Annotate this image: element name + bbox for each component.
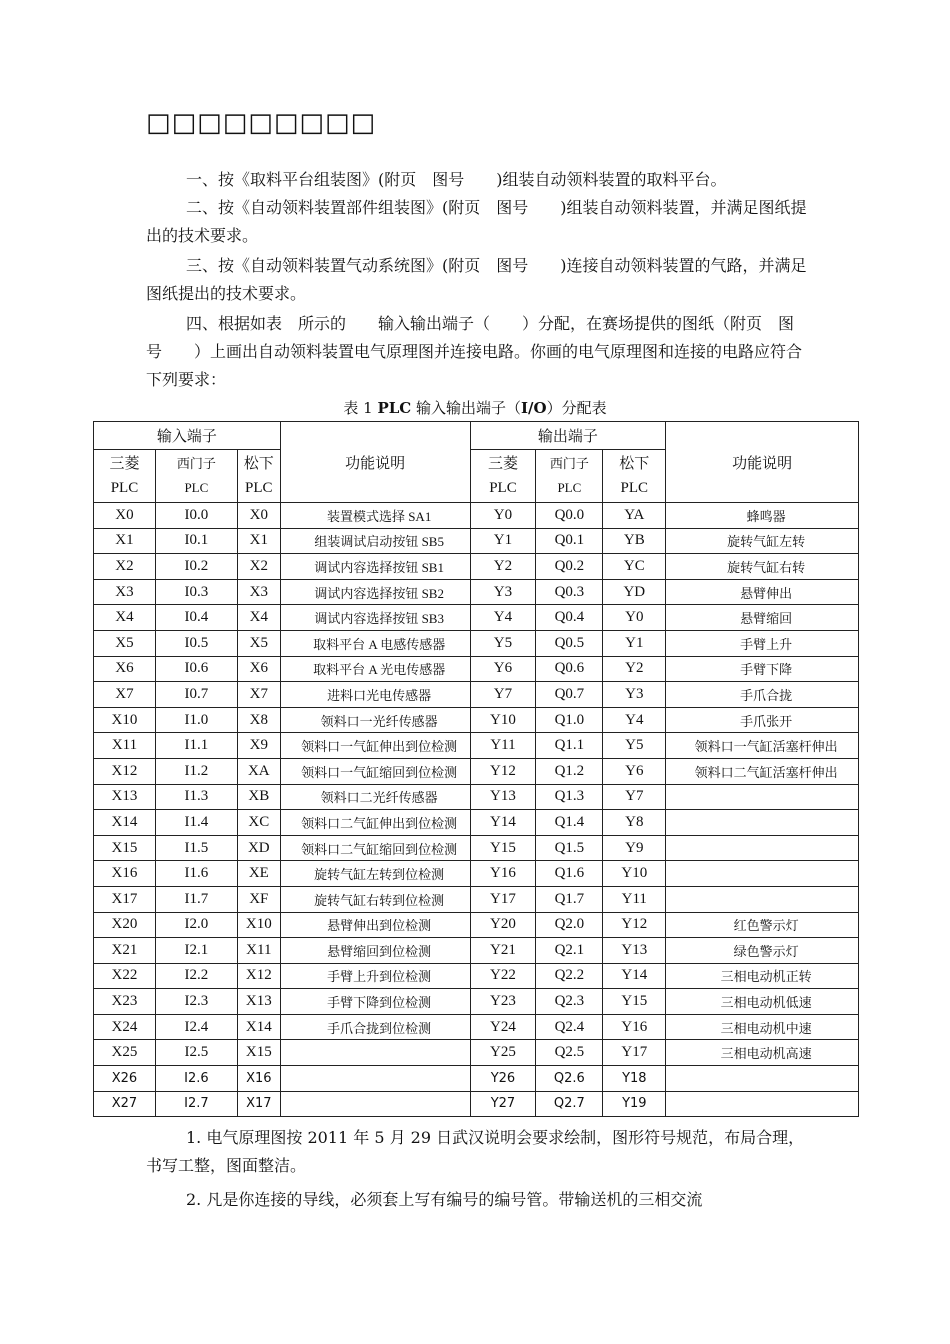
cell-mitsubishi-out: Y22 <box>470 963 536 989</box>
cell-output-function: 旋转气缸右转 <box>666 554 859 580</box>
cell-input-function: 进料口光电传感器 <box>280 682 470 708</box>
table-row <box>94 861 859 887</box>
io-table-body <box>94 503 859 1117</box>
table-row <box>94 886 859 912</box>
input-terminal-header: 输入端子 <box>94 422 281 450</box>
cell-panasonic-out: Y12 <box>603 912 666 938</box>
cell-panasonic-out: Y17 <box>603 1040 666 1066</box>
cell-panasonic-out: Y16 <box>603 1014 666 1040</box>
cell-siemens-out: Q1.2 <box>536 758 603 784</box>
cell-mitsubishi-in: X6 <box>94 656 156 682</box>
cell-panasonic-out: Y14 <box>603 963 666 989</box>
cell-mitsubishi-in: X22 <box>94 963 156 989</box>
table-caption: 表 1 PLC 输入输出端子（I/O）分配表 <box>343 399 607 417</box>
cell-input-function: 领料口二光纤传感器 <box>280 784 470 810</box>
cell-panasonic-out: Y8 <box>603 810 666 836</box>
cell-input-function: 领料口二气缸缩回到位检测 <box>280 835 470 861</box>
cell-mitsubishi-out: Y13 <box>470 784 536 810</box>
cell-siemens-out: Q1.0 <box>536 707 603 733</box>
cell-mitsubishi-in: X17 <box>94 886 156 912</box>
cell-siemens-in: I0.4 <box>155 605 237 631</box>
cell-siemens-in: I1.4 <box>155 810 237 836</box>
cell-siemens-in: I2.0 <box>155 912 237 938</box>
io-assignment-table <box>93 421 859 1117</box>
cell-input-function <box>280 1040 470 1066</box>
cell-siemens-in: I1.3 <box>155 784 237 810</box>
table-row <box>94 682 859 708</box>
cell-panasonic-out: Y11 <box>603 886 666 912</box>
cell-mitsubishi-in: X5 <box>94 630 156 656</box>
cell-output-function: 领料口二气缸活塞杆伸出 <box>666 758 859 784</box>
col-mitsubishi-out: 三菱 PLC <box>470 450 536 503</box>
cell-siemens-in: I0.3 <box>155 579 237 605</box>
cell-input-function: 领料口一气缸伸出到位检测 <box>280 733 470 759</box>
cell-mitsubishi-out: Y3 <box>470 579 536 605</box>
cell-output-function <box>666 835 859 861</box>
cell-siemens-out: Q2.0 <box>536 912 603 938</box>
cell-input-function: 手爪合拢到位检测 <box>280 1014 470 1040</box>
cell-panasonic-in: X10 <box>237 912 280 938</box>
cell-mitsubishi-out: Y11 <box>470 733 536 759</box>
cell-siemens-out: Q2.4 <box>536 1014 603 1040</box>
cell-siemens-out: Q2.7 <box>536 1091 603 1117</box>
cell-panasonic-out: Y2 <box>603 656 666 682</box>
cell-siemens-in: I0.6 <box>155 656 237 682</box>
cell-siemens-out: Q0.3 <box>536 579 603 605</box>
cell-siemens-out: Q1.1 <box>536 733 603 759</box>
cell-siemens-in: I2.4 <box>155 1014 237 1040</box>
cell-output-function: 三相电动机低速 <box>666 989 859 1015</box>
cell-siemens-in: I2.6 <box>155 1066 237 1092</box>
cell-siemens-in: I2.2 <box>155 963 237 989</box>
cell-panasonic-in: X16 <box>237 1066 280 1092</box>
cell-siemens-in: I0.5 <box>155 630 237 656</box>
cell-output-function: 悬臂缩回 <box>666 605 859 631</box>
table-row <box>94 912 859 938</box>
cell-output-function <box>666 886 859 912</box>
table-row <box>94 554 859 580</box>
cell-panasonic-out: Y15 <box>603 989 666 1015</box>
cell-mitsubishi-in: X25 <box>94 1040 156 1066</box>
table-row <box>94 1040 859 1066</box>
cell-input-function: 领料口二气缸伸出到位检测 <box>280 810 470 836</box>
cell-mitsubishi-out: Y4 <box>470 605 536 631</box>
cell-output-function: 三相电动机高速 <box>666 1040 859 1066</box>
cell-output-function <box>666 784 859 810</box>
table-row <box>94 784 859 810</box>
cell-panasonic-in: XE <box>237 861 280 887</box>
cell-mitsubishi-in: X7 <box>94 682 156 708</box>
paragraph-2: 二、按《自动领料装置部件组装图》(附页 图号 )组装自动领料装置，并满足图纸提出的技术要求。 <box>146 198 807 245</box>
cell-panasonic-out: Y18 <box>603 1066 666 1092</box>
cell-mitsubishi-out: Y26 <box>470 1066 536 1092</box>
cell-input-function: 调试内容选择按钮 SB3 <box>280 605 470 631</box>
cell-output-function: 手臂下降 <box>666 656 859 682</box>
cell-siemens-in: I1.1 <box>155 733 237 759</box>
cell-mitsubishi-in: X24 <box>94 1014 156 1040</box>
cell-input-function: 取料平台 A 电感传感器 <box>280 630 470 656</box>
cell-panasonic-out: Y0 <box>603 605 666 631</box>
cell-input-function: 手臂上升到位检测 <box>280 963 470 989</box>
cell-output-function: 领料口一气缸活塞杆伸出 <box>666 733 859 759</box>
cell-siemens-out: Q0.1 <box>536 528 603 554</box>
cell-panasonic-out: Y1 <box>603 630 666 656</box>
cell-input-function <box>280 1066 470 1092</box>
output-terminal-header: 输出端子 <box>470 422 666 450</box>
table-row <box>94 528 859 554</box>
cell-mitsubishi-out: Y6 <box>470 656 536 682</box>
cell-mitsubishi-out: Y16 <box>470 861 536 887</box>
cell-output-function: 绿色警示灯 <box>666 938 859 964</box>
paragraph-4: 四、根据如表 所示的 输入输出端子（ ）分配，在赛场提供的图纸（附页 图号 ）上画出自动领料装置电气原理图并连接电路。你画的电气原理图和连接的电路应符合下列要求： <box>146 314 803 389</box>
cell-mitsubishi-out: Y0 <box>470 503 536 529</box>
cell-output-function: 旋转气缸左转 <box>666 528 859 554</box>
cell-panasonic-in: XB <box>237 784 280 810</box>
cell-mitsubishi-in: X20 <box>94 912 156 938</box>
paragraph-1: 一、按《取料平台组装图》(附页 图号 )组装自动领料装置的取料平台。 <box>186 170 727 189</box>
cell-panasonic-in: X11 <box>237 938 280 964</box>
cell-siemens-out: Q1.7 <box>536 886 603 912</box>
cell-siemens-in: I1.0 <box>155 707 237 733</box>
cell-panasonic-in: X17 <box>237 1091 280 1117</box>
cell-siemens-in: I1.6 <box>155 861 237 887</box>
col-siemens-out: 西门子 PLC <box>536 450 603 503</box>
cell-output-function: 红色警示灯 <box>666 912 859 938</box>
paragraph-3: 三、按《自动领料装置气动系统图》(附页 图号 )连接自动领料装置的气路，并满足图纸提出的技术要求。 <box>146 256 807 303</box>
table-row <box>94 1014 859 1040</box>
cell-panasonic-out: YD <box>603 579 666 605</box>
cell-mitsubishi-in: X10 <box>94 707 156 733</box>
cell-input-function: 调试内容选择按钮 SB1 <box>280 554 470 580</box>
cell-siemens-in: I2.1 <box>155 938 237 964</box>
cell-mitsubishi-in: X11 <box>94 733 156 759</box>
cell-siemens-in: I0.1 <box>155 528 237 554</box>
table-row <box>94 835 859 861</box>
cell-panasonic-out: YA <box>603 503 666 529</box>
cell-siemens-in: I2.7 <box>155 1091 237 1117</box>
cell-siemens-out: Q2.6 <box>536 1066 603 1092</box>
cell-panasonic-in: X13 <box>237 989 280 1015</box>
cell-panasonic-in: X0 <box>237 503 280 529</box>
cell-mitsubishi-out: Y15 <box>470 835 536 861</box>
cell-mitsubishi-in: X27 <box>94 1091 156 1117</box>
cell-output-function <box>666 1091 859 1117</box>
cell-input-function: 悬臂缩回到位检测 <box>280 938 470 964</box>
cell-panasonic-out: Y7 <box>603 784 666 810</box>
col-siemens-in: 西门子 PLC <box>155 450 237 503</box>
cell-input-function: 取料平台 A 光电传感器 <box>280 656 470 682</box>
output-function-header: 功能说明 <box>666 422 859 503</box>
cell-mitsubishi-in: X0 <box>94 503 156 529</box>
cell-output-function: 手爪合拢 <box>666 682 859 708</box>
cell-siemens-out: Q1.6 <box>536 861 603 887</box>
cell-input-function: 悬臂伸出到位检测 <box>280 912 470 938</box>
cell-siemens-out: Q2.2 <box>536 963 603 989</box>
cell-panasonic-in: X7 <box>237 682 280 708</box>
cell-panasonic-out: Y5 <box>603 733 666 759</box>
cell-mitsubishi-in: X2 <box>94 554 156 580</box>
cell-mitsubishi-in: X23 <box>94 989 156 1015</box>
cell-panasonic-in: X8 <box>237 707 280 733</box>
cell-siemens-in: I2.5 <box>155 1040 237 1066</box>
table-row <box>94 656 859 682</box>
cell-panasonic-out: Y9 <box>603 835 666 861</box>
cell-siemens-in: I1.2 <box>155 758 237 784</box>
cell-output-function: 悬臂伸出 <box>666 579 859 605</box>
cell-mitsubishi-out: Y20 <box>470 912 536 938</box>
cell-siemens-out: Q0.5 <box>536 630 603 656</box>
cell-mitsubishi-in: X21 <box>94 938 156 964</box>
cell-panasonic-in: X1 <box>237 528 280 554</box>
cell-mitsubishi-out: Y5 <box>470 630 536 656</box>
cell-mitsubishi-out: Y7 <box>470 682 536 708</box>
table-row <box>94 733 859 759</box>
cell-panasonic-in: XA <box>237 758 280 784</box>
table-row <box>94 963 859 989</box>
table-row <box>94 1066 859 1092</box>
cell-panasonic-in: X6 <box>237 656 280 682</box>
cell-panasonic-in: X15 <box>237 1040 280 1066</box>
cell-siemens-out: Q0.2 <box>536 554 603 580</box>
cell-panasonic-in: X14 <box>237 1014 280 1040</box>
cell-input-function: 组装调试启动按钮 SB5 <box>280 528 470 554</box>
cell-panasonic-in: X4 <box>237 605 280 631</box>
cell-mitsubishi-out: Y21 <box>470 938 536 964</box>
cell-panasonic-in: X3 <box>237 579 280 605</box>
cell-panasonic-in: X2 <box>237 554 280 580</box>
cell-panasonic-out: YB <box>603 528 666 554</box>
cell-input-function: 旋转气缸左转到位检测 <box>280 861 470 887</box>
cell-mitsubishi-out: Y17 <box>470 886 536 912</box>
cell-siemens-out: Q2.5 <box>536 1040 603 1066</box>
table-row <box>94 579 859 605</box>
cell-output-function: 蜂鸣器 <box>666 503 859 529</box>
cell-input-function <box>280 1091 470 1117</box>
cell-panasonic-out: Y6 <box>603 758 666 784</box>
cell-siemens-out: Q0.7 <box>536 682 603 708</box>
cell-mitsubishi-in: X12 <box>94 758 156 784</box>
input-function-header: 功能说明 <box>280 422 470 503</box>
cell-siemens-in: I2.3 <box>155 989 237 1015</box>
cell-panasonic-in: X12 <box>237 963 280 989</box>
cell-input-function: 调试内容选择按钮 SB2 <box>280 579 470 605</box>
section-heading: □□□□□□□□□ <box>146 108 377 138</box>
cell-mitsubishi-out: Y10 <box>470 707 536 733</box>
cell-panasonic-out: Y4 <box>603 707 666 733</box>
cell-mitsubishi-out: Y14 <box>470 810 536 836</box>
col-mitsubishi-in: 三菱 PLC <box>94 450 156 503</box>
cell-siemens-out: Q1.4 <box>536 810 603 836</box>
table-row <box>94 1091 859 1117</box>
cell-siemens-in: I1.5 <box>155 835 237 861</box>
cell-mitsubishi-in: X4 <box>94 605 156 631</box>
cell-siemens-in: I0.2 <box>155 554 237 580</box>
cell-siemens-out: Q2.1 <box>536 938 603 964</box>
cell-mitsubishi-out: Y24 <box>470 1014 536 1040</box>
cell-panasonic-out: YC <box>603 554 666 580</box>
col-panasonic-in: 松下 PLC <box>237 450 280 503</box>
cell-input-function: 手臂下降到位检测 <box>280 989 470 1015</box>
cell-output-function <box>666 810 859 836</box>
cell-output-function: 三相电动机中速 <box>666 1014 859 1040</box>
cell-panasonic-in: XD <box>237 835 280 861</box>
cell-siemens-out: Q0.4 <box>536 605 603 631</box>
requirement-1: 1. 电气原理图按 2011 年 5 月 29 日武汉说明会要求绘制，图形符号规范，布局合理，书写工整，图面整洁。 <box>146 1128 805 1175</box>
cell-output-function: 手爪张开 <box>666 707 859 733</box>
cell-panasonic-out: Y19 <box>603 1091 666 1117</box>
cell-input-function: 装置模式选择 SA1 <box>280 503 470 529</box>
cell-mitsubishi-in: X15 <box>94 835 156 861</box>
cell-output-function <box>666 1066 859 1092</box>
cell-mitsubishi-in: X14 <box>94 810 156 836</box>
cell-siemens-out: Q0.6 <box>536 656 603 682</box>
cell-mitsubishi-out: Y1 <box>470 528 536 554</box>
cell-panasonic-out: Y3 <box>603 682 666 708</box>
cell-siemens-out: Q0.0 <box>536 503 603 529</box>
cell-panasonic-out: Y13 <box>603 938 666 964</box>
cell-mitsubishi-out: Y23 <box>470 989 536 1015</box>
cell-output-function <box>666 861 859 887</box>
cell-siemens-out: Q1.5 <box>536 835 603 861</box>
col-panasonic-out: 松下 PLC <box>603 450 666 503</box>
cell-input-function: 领料口一气缸缩回到位检测 <box>280 758 470 784</box>
cell-output-function: 手臂上升 <box>666 630 859 656</box>
table-row <box>94 989 859 1015</box>
cell-output-function: 三相电动机正转 <box>666 963 859 989</box>
cell-mitsubishi-out: Y2 <box>470 554 536 580</box>
cell-siemens-in: I0.7 <box>155 682 237 708</box>
cell-panasonic-in: XF <box>237 886 280 912</box>
cell-mitsubishi-out: Y25 <box>470 1040 536 1066</box>
cell-siemens-in: I1.7 <box>155 886 237 912</box>
cell-siemens-out: Q1.3 <box>536 784 603 810</box>
cell-panasonic-in: X5 <box>237 630 280 656</box>
cell-mitsubishi-in: X26 <box>94 1066 156 1092</box>
table-row <box>94 758 859 784</box>
requirement-2: 2. 凡是你连接的导线，必须套上写有编号的编号管。带输送机的三相交流 <box>186 1190 703 1209</box>
cell-mitsubishi-out: Y27 <box>470 1091 536 1117</box>
cell-mitsubishi-out: Y12 <box>470 758 536 784</box>
table-row <box>94 810 859 836</box>
cell-input-function: 领料口一光纤传感器 <box>280 707 470 733</box>
cell-panasonic-out: Y10 <box>603 861 666 887</box>
cell-mitsubishi-in: X1 <box>94 528 156 554</box>
table-row <box>94 630 859 656</box>
cell-input-function: 旋转气缸右转到位检测 <box>280 886 470 912</box>
table-row <box>94 938 859 964</box>
cell-siemens-in: I0.0 <box>155 503 237 529</box>
cell-mitsubishi-in: X16 <box>94 861 156 887</box>
cell-panasonic-in: XC <box>237 810 280 836</box>
cell-mitsubishi-in: X13 <box>94 784 156 810</box>
cell-siemens-out: Q2.3 <box>536 989 603 1015</box>
cell-panasonic-in: X9 <box>237 733 280 759</box>
table-row <box>94 605 859 631</box>
table-row <box>94 707 859 733</box>
table-row <box>94 503 859 529</box>
cell-mitsubishi-in: X3 <box>94 579 156 605</box>
